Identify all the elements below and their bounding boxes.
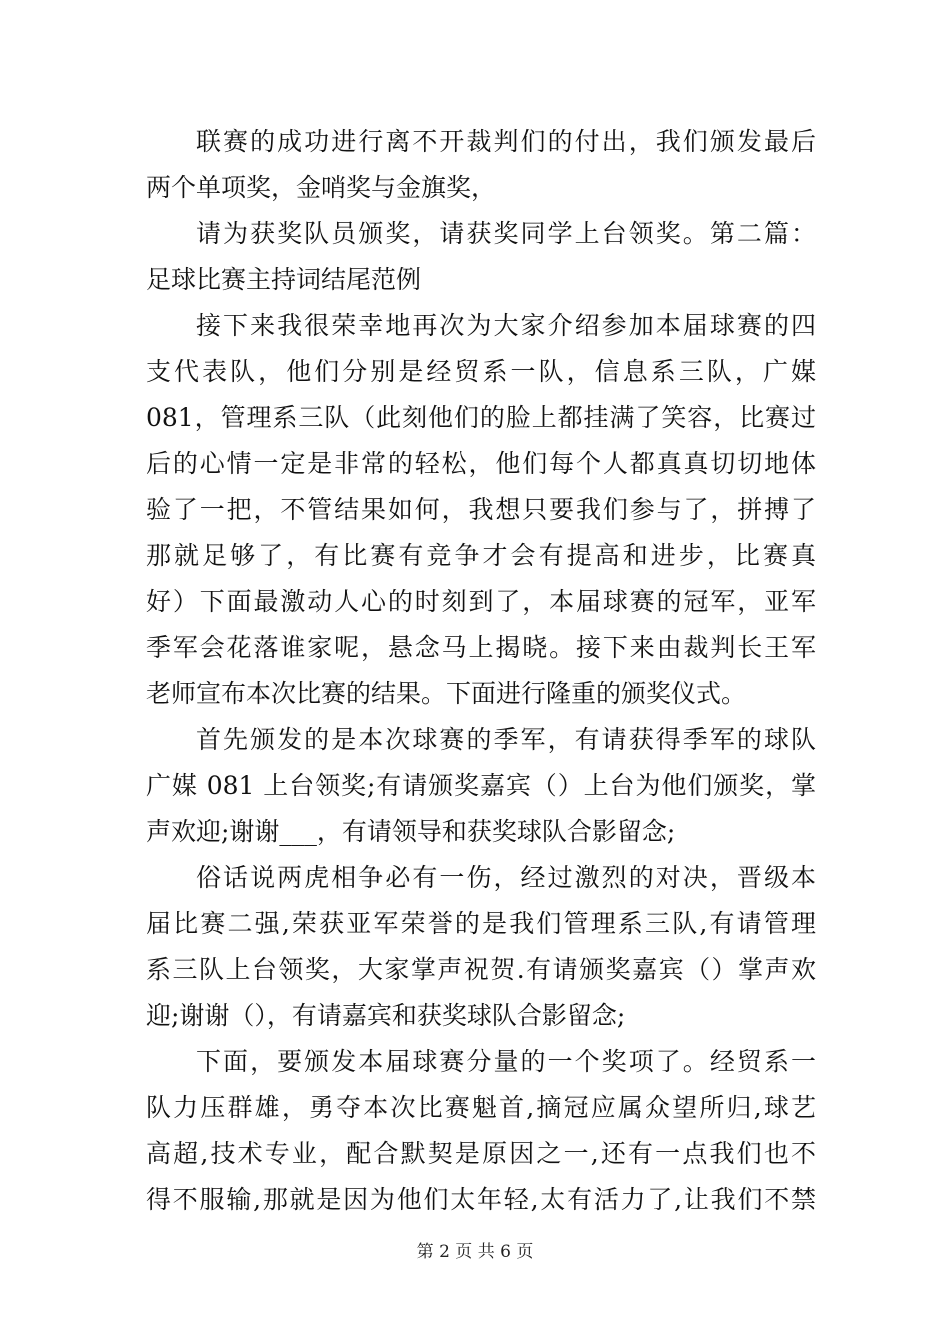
- text-line: 验了一把，不管结果如何，我想只要我们参与了，拼搏了: [146, 495, 816, 524]
- text-line: 季军会花落谁家呢，悬念马上揭晓。接下来由裁判长王军: [146, 633, 816, 662]
- text-line: 请为获奖队员颁奖，请获奖同学上台领奖。第二篇：: [196, 219, 816, 248]
- text-line: 联赛的成功进行离不开裁判们的付出，我们颁发最后: [196, 127, 816, 156]
- text-line: 声欢迎;谢谢___，有请领导和获奖球队合影留念;: [146, 817, 676, 846]
- text-line: 广媒 081 上台领奖;有请颁奖嘉宾（）上台为他们颁奖，掌: [146, 771, 816, 800]
- text-line: 首先颁发的是本次球赛的季军，有请获得季军的球队: [196, 725, 816, 754]
- text-line: 后的心情一定是非常的轻松，他们每个人都真真切切地体: [146, 449, 816, 478]
- text-line: 支代表队，他们分别是经贸系一队，信息系三队，广媒: [146, 357, 816, 386]
- text-line: 高超,技术专业，配合默契是原因之一,还有一点我们也不: [146, 1139, 816, 1168]
- text-line: 俗话说两虎相争必有一伤，经过激烈的对决，晋级本: [196, 863, 816, 892]
- text-line: 系三队上台领奖，大家掌声祝贺.有请颁奖嘉宾（）掌声欢: [146, 955, 816, 984]
- text-line: 队力压群雄，勇夺本次比赛魁首,摘冠应属众望所归,球艺: [146, 1093, 816, 1122]
- text-line: 下面，要颁发本届球赛分量的一个奖项了。经贸系一: [196, 1047, 816, 1076]
- text-line: 接下来我很荣幸地再次为大家介绍参加本届球赛的四: [196, 311, 816, 340]
- page-footer: 第 2 页 共 6 页: [416, 1242, 534, 1262]
- text-line: 得不服输,那就是因为他们太年轻,太有活力了,让我们不禁: [146, 1185, 816, 1214]
- text-line: 迎;谢谢（），有请嘉宾和获奖球队合影留念;: [146, 1001, 626, 1030]
- text-line: 081，管理系三队（此刻他们的脸上都挂满了笑容，比赛过: [146, 403, 816, 432]
- text-line: 那就足够了，有比赛有竞争才会有提高和进步，比赛真: [146, 541, 816, 570]
- text-line: 两个单项奖，金哨奖与金旗奖，: [146, 173, 497, 202]
- text-line: 老师宣布本次比赛的结果。下面进行隆重的颁奖仪式。: [146, 679, 747, 708]
- text-line: 届比赛二强,荣获亚军荣誉的是我们管理系三队,有请管理: [146, 909, 816, 938]
- text-line: 好）下面最激动人心的时刻到了，本届球赛的冠军，亚军: [146, 587, 816, 616]
- text-line: 足球比赛主持词结尾范例: [146, 265, 422, 294]
